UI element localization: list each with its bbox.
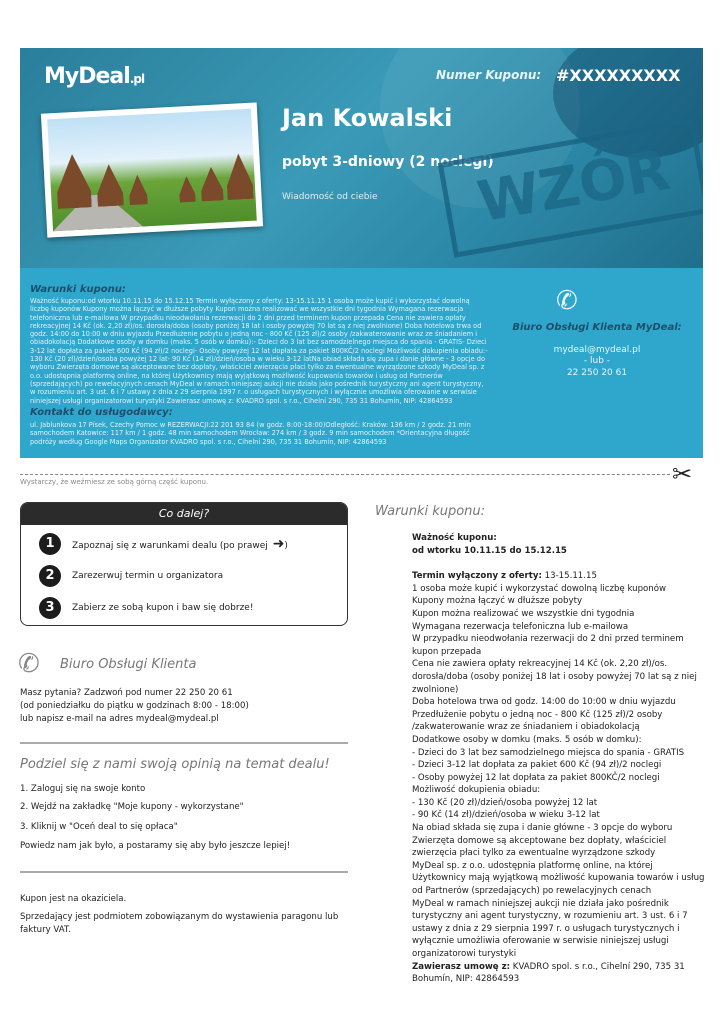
deal-photo (41, 102, 263, 237)
step-number: 3 (39, 597, 61, 619)
opinion-step: 3. Kliknij w "Oceń deal to się opłaca" (20, 822, 178, 832)
terms-line: - 90 Kč (14 zł)/dzień/osoba w wieku 3-12 lat (412, 810, 600, 821)
next-steps-title: Co dalej? (21, 503, 347, 525)
sample-stamp: WZÓR (438, 118, 703, 258)
terms-line: 1 osoba może kupić i wykorzystać dowolną liczbę kuponów (412, 583, 667, 594)
terms-line: Kupon można realizować we wszystkie dni tygodnia (412, 608, 635, 619)
terms-heading: Warunki kuponu: (30, 284, 126, 295)
divider (20, 871, 348, 873)
step-number: 1 (39, 533, 61, 555)
validity-label: Ważność kuponu: (412, 533, 497, 543)
step-text: Zarezerwuj termin u organizatora (72, 571, 224, 581)
step-2 (39, 564, 223, 588)
divider (20, 742, 348, 744)
mydeal-logo: MyDeal.pl (44, 64, 145, 89)
coupon-number-label: Numer Kuponu: (436, 68, 542, 82)
cut-instruction: Wystarczy, że weźmiesz ze sobą górną część kuponu. (20, 478, 209, 486)
step-number: 2 (39, 565, 61, 587)
customer-service-email[interactable]: mydeal@mydeal.pl (553, 345, 641, 355)
next-steps-box (20, 502, 348, 626)
personal-message: Wiadomość od ciebie (282, 192, 378, 202)
service-email: lub napisz e-mail na adres mydeal@mydeal.pl (20, 714, 219, 724)
service-hours: (od poniedziałku do piątku w godzinach 8:00 - 18:00) (20, 701, 249, 711)
service-title: Biuro Obsługi Klienta (60, 657, 197, 672)
terms-line: MyDeal w ramach niniejszej aukcji nie działa jako pośrednik turystyczny ani agent turystyczny, w rozumieniu art. 3 ust. 6 i 7 ustawy z dnia z 29 sierpnia 1997 r. o usługach turystycznych i wyłącznie umożliwia oferowanie w serwisie niniejszej usługi organizatorowi turystyki (412, 898, 688, 959)
bearer-note: Kupon jest na okaziciela. (20, 894, 127, 904)
terms-details (412, 532, 708, 986)
terms-line: Wymagana rezerwacja telefoniczna lub e-mailowa (412, 621, 629, 632)
terms-line: Dodatkowe osoby w domku (maks. 5 osób w domku): (412, 734, 642, 745)
terms-line: Doba hotelowa trwa od godz. 14:00 do 10:00 w dniu wyjazdu (412, 697, 676, 708)
service-line: Masz pytania? Zadzwoń pod numer 22 250 20 61 (20, 688, 233, 698)
scissors-icon: ✂ (672, 460, 693, 488)
terms-title: Warunki kuponu: (375, 504, 486, 519)
terms-line: - Osoby powyżej 12 lat dopłata za pakiet 800KČ/2 noclegi (412, 772, 660, 783)
terms-line: - Dzieci do 3 lat bez samodzielnego miejsca do spania - GRATIS (412, 747, 685, 758)
opinion-title: Podziel się z nami swoją opinią na temat dealu! (20, 757, 330, 772)
excluded-dates: Termin wyłączony z oferty: 13-15.11.15 (412, 571, 597, 582)
terms-line: Cena nie zawiera opłaty rekreacyjnej 14 Kč (ok. 2,20 zł)/os. dorosła/doba (osoby poniżej 18 lat i osoby powyżej 70 lat są z niej zwolnione) (412, 659, 697, 695)
step-text: Zabierz ze sobą kupon i baw się dobrze! (72, 603, 254, 613)
terms-line: W przypadku nieodwołania rezerwacji do 2 dni przed terminem kupon przepada (412, 634, 684, 657)
customer-service-phone: 22 250 20 61 (566, 368, 628, 378)
cut-line (20, 474, 670, 475)
contact-text: ul. Jablunkova 17 Písek, Czechy Pomoc w REZERWACJI:22 201 93 84 (w godz. 8:00-18:00)Odległość: Kraków: 136 km / 2 godz. 21 min samochodem Katowice: 117 km / 1 godz. 48 min samochodem Wrocław: 274 km / 3 godz. 9 min samochodem *Orientacyjna długość podróży według Google Maps Organizator KVADRO spol. s r.o., Cihelní 290, 735 31 Bohumín, NIP: 42864593 (30, 421, 471, 446)
opinion-step: 2. Wejdź na zakładkę "Moje kupony - wykorzystane" (20, 802, 244, 812)
terms-line: Przedłużenie pobytu o jedną noc - 800 Kč (125 zł)/2 osoby /zakwaterowanie wraz ze śniadaniem i obiadokolacją (412, 709, 663, 733)
terms-line: Kupony można łączyć w dłuższe pobyty (412, 596, 583, 607)
coupon-number: #XXXXXXXXX (556, 66, 681, 85)
terms-line: MyDeal sp. z o.o. udostępnia platformę online, na której Użytkownicy mają wyjątkową możliwość kupowania towarów i usług od Partnerów (sprzedających) po rewelacyjnych cenach (412, 860, 705, 897)
step-text: Zapoznaj się z warunkami dealu (po prawej ➜) (72, 536, 288, 552)
terms-line: - 130 Kč (20 zł)/dzień/osoba powyżej 12 lat (412, 797, 598, 808)
contact-heading: Kontakt do usługodawcy: (30, 407, 173, 418)
cabins-image (47, 109, 257, 232)
step-1 (39, 532, 288, 556)
terms-line: Możliwość dokupienia obiadu: (412, 785, 541, 796)
terms-line: Zwierzęta domowe są akceptowane bez dopłaty, właściciel zwierzęcia płaci tylko za ewentualne wyrządzone szkody (412, 835, 667, 859)
terms-line: Na obiad składa się zupa i danie główne - 3 opcje do wyboru (412, 823, 673, 834)
terms-line: - Dzieci 3-12 lat dopłata za pakiet 600 Kč (94 zł)/2 noclegi (412, 760, 662, 771)
coupon-banner (20, 48, 703, 268)
recipient-name: Jan Kowalski (282, 104, 453, 132)
deal-title: pobyt 3-dniowy (2 noclegi) (282, 154, 494, 170)
invoice-note: Sprzedający jest podmiotem zobowiązanym do wystawienia paragonu lub faktury VAT. (20, 912, 339, 935)
phone-icon: ✆ (556, 286, 578, 316)
opinion-outro: Powiedz nam jak było, a postaramy się aby było jeszcze lepiej! (20, 841, 291, 851)
customer-service-or: - lub - (583, 356, 611, 366)
step-3 (39, 596, 253, 620)
terms-text: Ważność kuponu:od wtorku 10.11.15 do 15.12.15 Termin wyłączony z oferty: 13-15.11.15 1 osoba może kupić i wykorzystać dowolną liczbę kuponów Kupony można łączyć w dłuższe pobyty Kupon można realizować we wszystkie dni tygodnia Wymagana rezerwacja telefoniczna lub e-mailowa W przypadku nieodwołania rezerwacji do 2 dni przed terminem kupon przepada Cena nie zawiera opłaty rekreacyjnej 14 Kč (ok. 2,20 zł)/os. dorosła/doba (osoby poniżej 18 lat i osoby powyżej 70 lat są z niej zwolnione) Doba hotelowa trwa od godz. 14:00 do 10:00 w dniu wyjazdu Przedłużenie pobytu o jedną noc - 800 Kč (125 zł)/2 osoby /zakwaterowanie wraz ze śniadaniem i obiadokolacją Dodatkowe osoby w domku (maks. 5 osób w domku):- Dzieci do 3 lat bez samodzielnego miejsca do spania - GRATIS- Dzieci 3-12 lat dopłata za pakiet 600 Kč (94 zł)/2 noclegi- Osoby powyżej 12 lat dopłata za pakiet 800KČ/2 noclegi Możliwość dokupienia obiadu:- 130 Kč (20 zł)/dzień/osoba powyżej 12 lat- 90 Kč (14 zł)/dzień/osoba w wieku 3-12 latNa obiad składa się zupa i danie główne - 3 opcje do wyboru Zwierzęta domowe są akceptowane bez dopłaty, właściciel zwierzęcia płaci tylko za ewentualne wyrządzone szkody MyDeal sp. z o.o. udostępnia platformę online, na której Użytkownicy mają wyjątkową możliwość kupowania towarów i usług od Partnerów (sprzedających) po rewelacyjnych cenach MyDeal w ramach niniejszej aukcji nie działa jako pośrednik turystyczny ani agent turystyczny, w rozumieniu art. 3 ust. 6 i 7 ustawy z dnia z 29 sierpnia 1997 r. o usługach turystycznych i wyłącznie umożliwia oferowanie w serwisie niniejszej usługi organizatorowi turystyki Zawierasz umowę z: KVADRO spol. s r.o., Cihelní 290, 735 31 Bohumín, NIP: 42864593 (30, 297, 488, 405)
opinion-step: 1. Zaloguj się na swoje konto (20, 784, 146, 794)
customer-service-title: Biuro Obsługi Klienta MyDeal: (512, 322, 682, 333)
phone-icon: ✆ (18, 649, 40, 679)
arrow-right-icon: ➜ (272, 536, 285, 552)
contract-party: Zawierasz umowę z: KVADRO spol. s r.o., Cihelní 290, 735 31 Bohumín, NIP: 42864593 (412, 961, 685, 985)
validity-value: od wtorku 10.11.15 do 15.12.15 (412, 545, 567, 556)
